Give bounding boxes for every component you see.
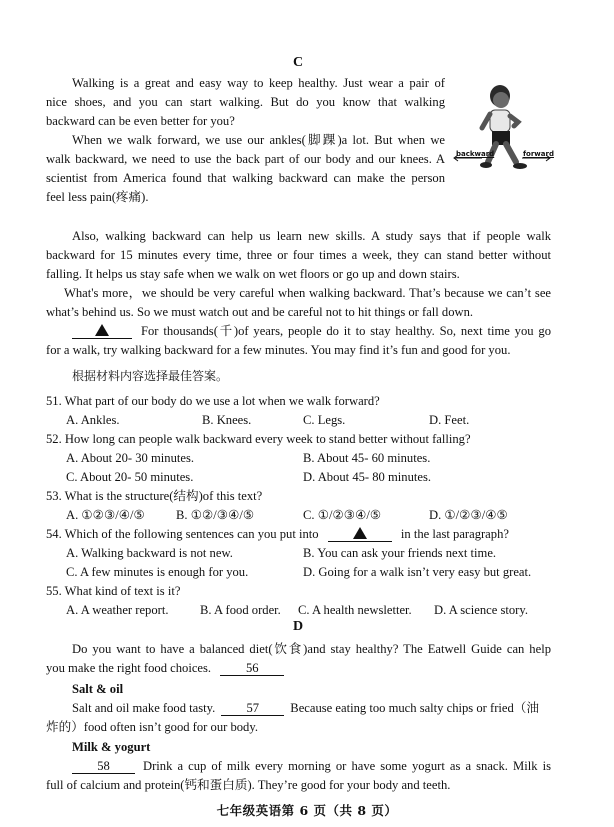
passage-c-p2-line3: scientist from America found that walking backward can make the person: [46, 171, 445, 185]
q55-option-a[interactable]: A. A weather report.: [66, 603, 169, 617]
q55-option-c[interactable]: C. A health newsletter.: [298, 603, 412, 617]
question-text: What is the structure(结构)of this text?: [64, 489, 263, 503]
passage-c-p1-line3: backward can be even better for you?: [46, 114, 235, 128]
question-number: 51.: [46, 394, 62, 408]
forward-label: forward: [523, 150, 554, 158]
triangle-marker-icon: [353, 527, 367, 539]
q53-option-c[interactable]: C. ①/②③④/⑤: [303, 508, 382, 522]
passage-c-p4-line2: what’s behind us. So we must watch out and be careful not to hit things or fall down.: [46, 305, 474, 319]
milk-text-after: Drink a cup of milk every morning or have some yogurt as a snack. Milk is: [143, 759, 551, 773]
passage-c-p1-line1: Walking is a great and easy way to keep healthy. Just wear a pair of: [72, 76, 445, 90]
q52-option-a[interactable]: A. About 20- 30 minutes.: [66, 451, 195, 465]
q53-option-a[interactable]: A. ①②③/④/⑤: [66, 508, 145, 522]
blank-56[interactable]: 56: [220, 662, 284, 676]
milk-yogurt-heading: Milk & yogurt: [72, 740, 151, 754]
passage-c-p5-line2: for a walk, try walking backward for a few minutes. You may find it’s fun and good for you.: [46, 343, 511, 357]
passage-c-p2-line2: walk backward, we need to use the back part of our body and our knees. A: [46, 152, 445, 166]
q54-option-c[interactable]: C. A few minutes is enough for you.: [66, 565, 249, 579]
question-55: [46, 582, 180, 601]
question-52: [46, 430, 471, 449]
question-text: What kind of text is it?: [64, 584, 181, 598]
question-number: 54.: [46, 527, 62, 541]
salt-oil-heading: Salt & oil: [72, 682, 124, 696]
passage-c-p1-line2: nice shoes, and you can start walking. But do you know that walking: [46, 95, 445, 109]
q52-option-b[interactable]: B. About 45- 60 minutes.: [303, 451, 431, 465]
walking-boy-icon: [452, 78, 552, 178]
question-number: 52.: [46, 432, 62, 446]
question-number: 53.: [46, 489, 62, 503]
question-number: 55.: [46, 584, 62, 598]
salt-text-before: Salt and oil make food tasty.: [72, 701, 216, 715]
question-text: What part of our body do we use a lot when we walk forward?: [64, 394, 380, 408]
passage-c-p2-line4: feel less pain(疼痛).: [46, 190, 149, 204]
passage-c-p2-line1: When we walk forward, we use our ankles(脚踝)a lot. But when we: [72, 133, 445, 147]
walking-boy-illustration: [452, 78, 552, 178]
q51-option-d[interactable]: D. Feet.: [429, 413, 470, 427]
passage-c-title: C: [293, 55, 304, 70]
passage-c-p4-line1: What's more，we should be very careful when walking backward. That’s because we can’t see: [64, 286, 551, 300]
q53-option-b[interactable]: B. ①②/③④/⑤: [176, 508, 255, 522]
question-51: [46, 392, 380, 411]
q54-option-d[interactable]: D. Going for a walk isn’t very easy but great.: [303, 565, 532, 579]
blank-58[interactable]: 58: [72, 760, 135, 774]
triangle-marker-icon: [95, 324, 109, 336]
q52-option-c[interactable]: C. About 20- 50 minutes.: [66, 470, 194, 484]
question-54: [46, 525, 509, 544]
q53-option-d[interactable]: D. ①/②③/④⑤: [429, 508, 508, 522]
passage-c-p3-line2: backward for 15 minutes every time, three or four times a week, they can stand better without: [46, 248, 551, 262]
q55-option-d[interactable]: D. A science story.: [434, 603, 528, 617]
salt-text-line2: 炸的）food often isn’t good for our body.: [46, 720, 258, 734]
question-text-before: Which of the following sentences can you put into: [64, 527, 319, 541]
passage-c-p3-line1: Also, walking backward can help us learn new skills. A study says that if people walk: [72, 229, 551, 243]
q55-option-b[interactable]: B. A food order.: [200, 603, 281, 617]
q54-option-a[interactable]: A. Walking backward is not new.: [66, 546, 233, 560]
milk-text-line2: full of calcium and protein(钙和蛋白质). They’re good for your body and teeth.: [46, 778, 451, 792]
q52-option-d[interactable]: D. About 45- 80 minutes.: [303, 470, 432, 484]
passage-d-intro-line1: Do you want to have a balanced diet(饮食)and stay healthy? The Eatwell Guide can help: [72, 642, 551, 656]
page-footer: 七年级英语第 6 页（共 8 页）: [216, 803, 398, 818]
question-text: How long can people walk backward every week to stand better without falling?: [64, 432, 471, 446]
blank-triangle[interactable]: [72, 324, 132, 339]
passage-c-p3-line3: falling. It helps us stay safe when we walk on wet floors or go up and down stairs.: [46, 267, 460, 281]
q54-option-b[interactable]: B. You can ask your friends next time.: [303, 546, 497, 560]
q51-option-c[interactable]: C. Legs.: [303, 413, 346, 427]
passage-c-p5-line1: For thousands(千)of years, people do it to stay healthy. So, next time you go: [141, 324, 551, 338]
blank-triangle-reference: [328, 527, 392, 542]
backward-label: backward: [456, 150, 495, 158]
salt-text-after: Because eating too much salty chips or fried（油: [290, 701, 539, 715]
q51-option-b[interactable]: B. Knees.: [202, 413, 252, 427]
instruction-text: 根据材料内容选择最佳答案。: [72, 369, 229, 383]
blank-57[interactable]: 57: [221, 702, 284, 716]
question-53: [46, 487, 262, 506]
passage-d-title: D: [293, 619, 304, 634]
question-text-after: in the last paragraph?: [400, 527, 509, 541]
passage-d-intro-line2: you make the right food choices.: [46, 661, 212, 675]
q51-option-a[interactable]: A. Ankles.: [66, 413, 120, 427]
